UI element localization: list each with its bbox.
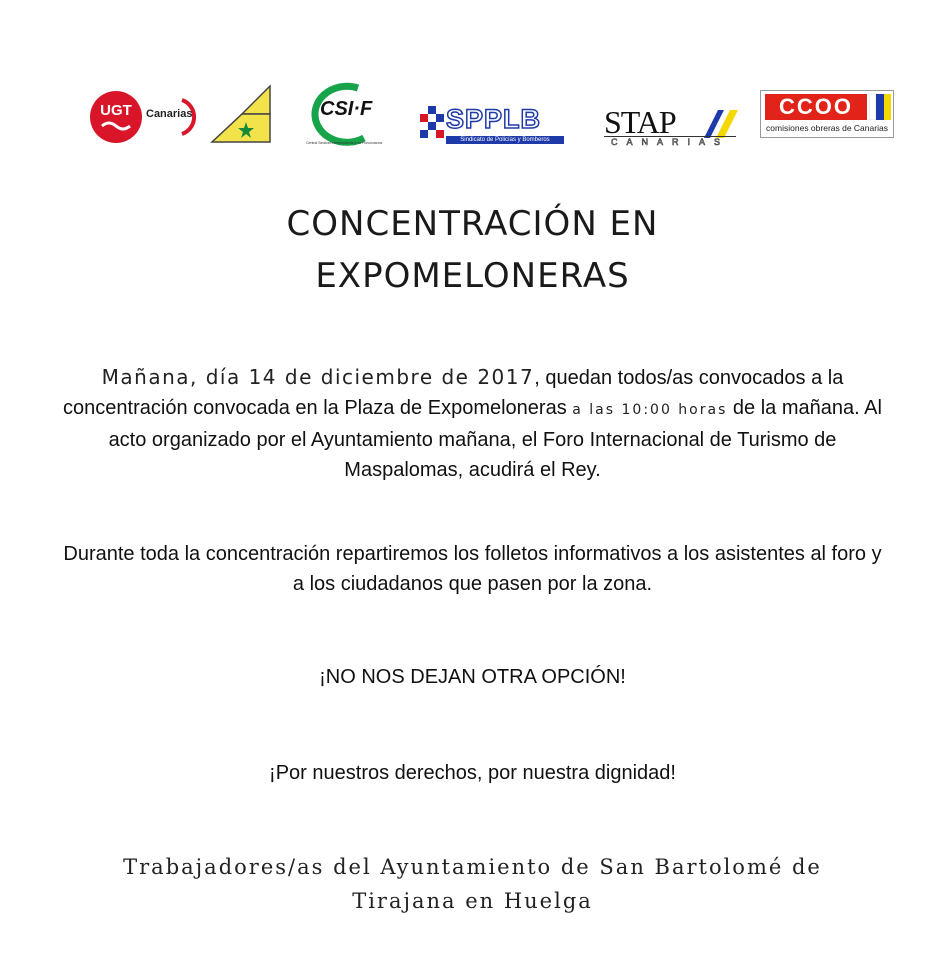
announcement-text-2: de la mañana. Al acto organizado por el Ayuntamiento mañana, el Foro Internacional de Turismo de Maspalomas, acudirá el Rey.: [108, 397, 882, 481]
ccoo-subtitle: comisiones obreras de Canarias: [766, 123, 888, 133]
csif-subtitle: Central Sindical Independiente y de Funcionarios: [306, 141, 383, 145]
slogan-no-option: ¡NO NOS DEJAN OTRA OPCIÓN!: [319, 666, 626, 688]
triangle-emblem-logo: [206, 84, 274, 146]
stap-canarias-logo: [604, 104, 740, 150]
ccoo-logo: [760, 90, 894, 138]
spplb-subtitle: Sindicato de Policías y Bomberos: [446, 136, 564, 144]
union-logos-bar: [0, 0, 945, 160]
stap-name: STAP: [604, 104, 676, 140]
stap-subtitle: CANARIAS: [604, 136, 736, 147]
csif-logo: [304, 80, 390, 152]
signature-line-2: Tirajana en Huelga: [352, 889, 593, 913]
ugt-region-label: Canarias: [146, 108, 193, 120]
ugt-logo-text: UGT: [100, 102, 132, 119]
time-text: a las 10:00 horas: [572, 402, 728, 418]
spplb-logo: [420, 104, 566, 146]
title-line-1: CONCENTRACIÓN EN: [286, 204, 659, 244]
announcement-paragraph: [60, 362, 885, 485]
signature: [60, 850, 885, 918]
slogan-rights: ¡Por nuestros derechos, por nuestra dignidad!: [269, 762, 676, 784]
signature-line-1: Trabajadores/as del Ayuntamiento de San Bartolomé de: [123, 855, 822, 879]
announcement-text-1: , quedan todos/as convocados a la concentración convocada en la Plaza de Expomeloneras: [63, 367, 844, 419]
ccoo-name: CCOO: [765, 94, 867, 120]
title-line-2: EXPOMELONERAS: [315, 256, 630, 296]
csif-name: CSI·F: [320, 98, 373, 120]
ugt-canarias-logo: [88, 88, 208, 146]
leaflet-paragraph: Durante toda la concentración repartiremos los folletos informativos a los asistentes al foro y a los ciudadanos que pasen por la zona.: [63, 543, 882, 595]
date-text: Mañana, día 14 de diciembre de 2017: [101, 365, 535, 389]
page-title: [0, 198, 945, 302]
spplb-name: SPPLB: [446, 104, 542, 134]
